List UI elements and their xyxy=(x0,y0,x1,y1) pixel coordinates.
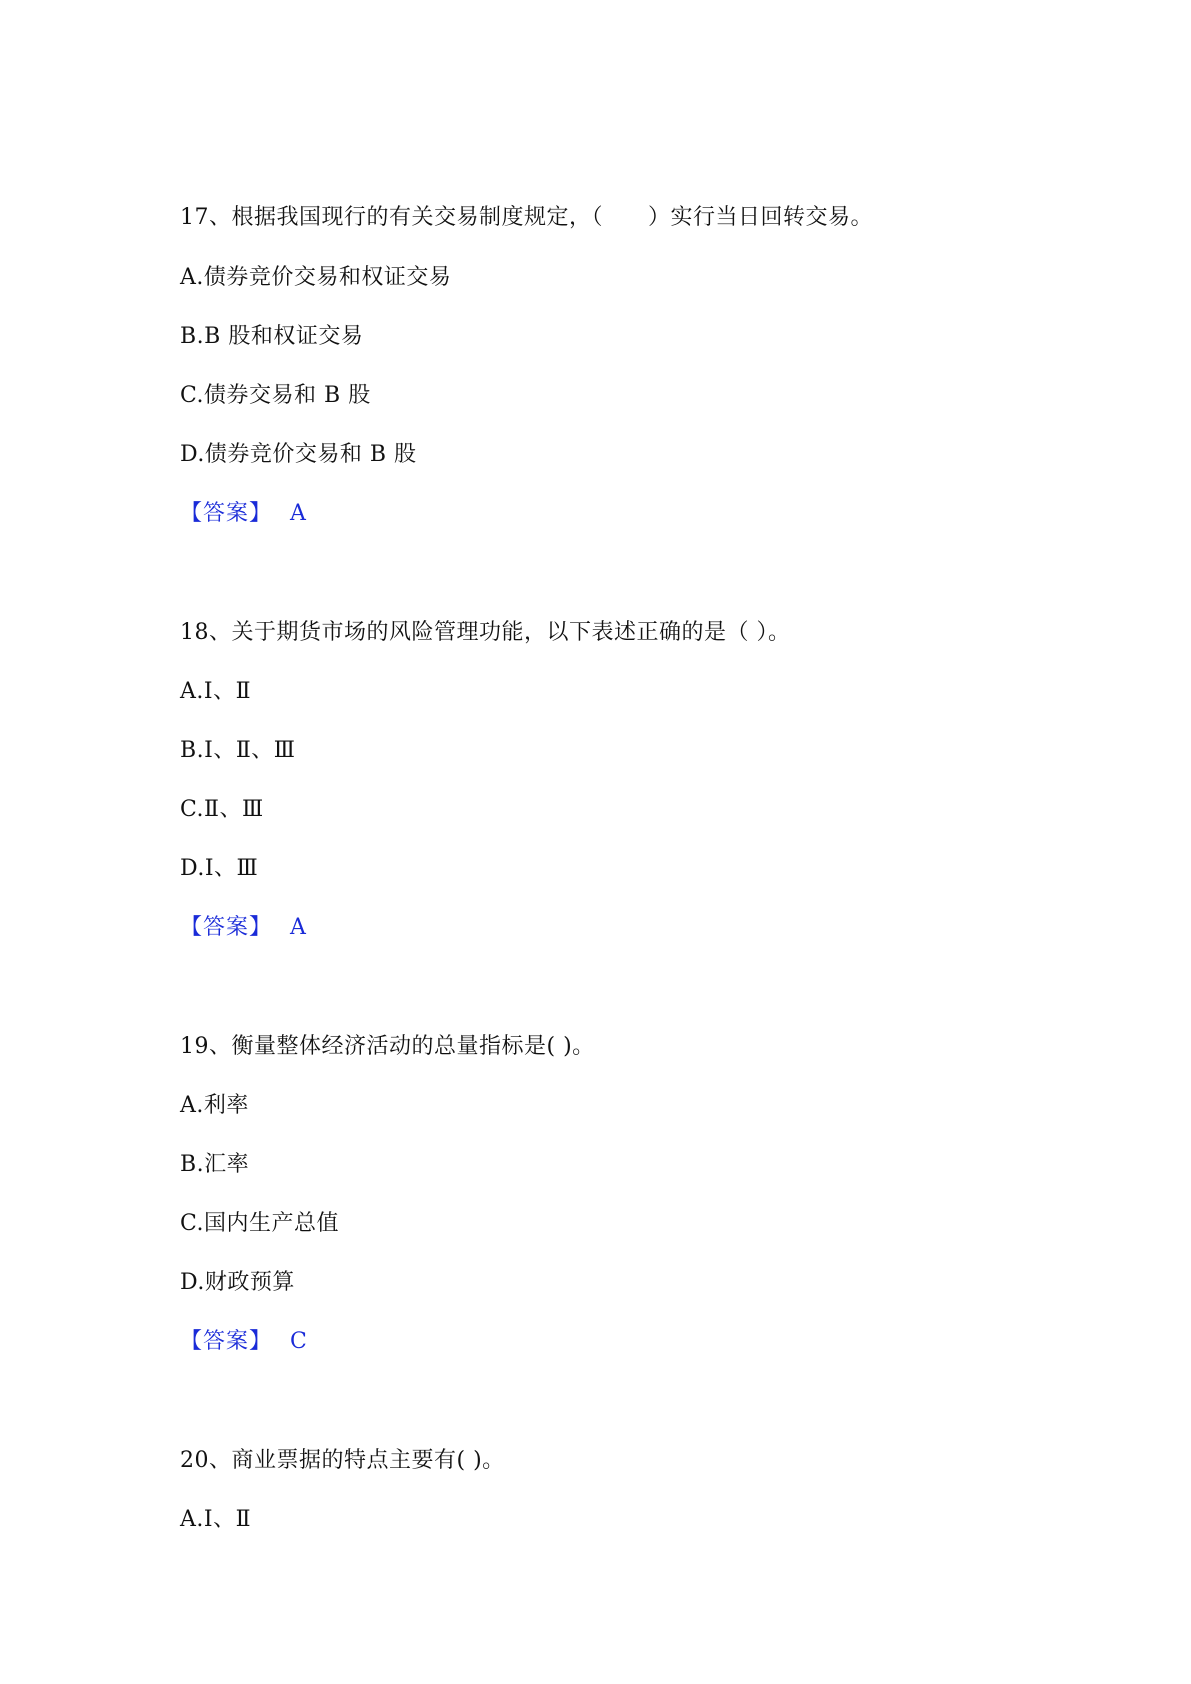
answer-value: A xyxy=(290,501,307,526)
answer-label: 【答案】 xyxy=(180,915,273,940)
question-20-stem: 20、商业票据的特点主要有( )。 xyxy=(180,1448,505,1473)
question-17-option-c: C.债券交易和 B 股 xyxy=(180,383,371,408)
question-17-option-a: A.债券竞价交易和权证交易 xyxy=(180,265,452,290)
question-20-option-a: A.Ⅰ、Ⅱ xyxy=(180,1507,252,1532)
question-19-stem: 19、衡量整体经济活动的总量指标是( )。 xyxy=(180,1034,595,1059)
question-17-option-b: B.B 股和权证交易 xyxy=(180,324,364,349)
question-17-answer xyxy=(180,499,306,529)
question-19-option-c: C.国内生产总值 xyxy=(180,1211,340,1236)
question-18-stem: 18、关于期货市场的风险管理功能，以下表述正确的是（ ）。 xyxy=(180,620,791,645)
question-17-option-d: D.债券竞价交易和 B 股 xyxy=(180,442,417,467)
question-19-option-b: B.汇率 xyxy=(180,1152,250,1177)
question-19-option-a: A.利率 xyxy=(180,1093,249,1118)
answer-value: A xyxy=(290,915,307,940)
question-19-answer xyxy=(180,1327,307,1357)
question-18-option-b: B.Ⅰ、Ⅱ、Ⅲ xyxy=(180,738,296,763)
question-18-option-a: A.Ⅰ、Ⅱ xyxy=(180,679,252,704)
question-18-option-c: C.Ⅱ、Ⅲ xyxy=(180,797,264,822)
answer-label: 【答案】 xyxy=(180,1329,273,1354)
answer-value: C xyxy=(290,1329,308,1354)
question-19-option-d: D.财政预算 xyxy=(180,1270,295,1295)
question-17-stem: 17、根据我国现行的有关交易制度规定，（ ）实行当日回转交易。 xyxy=(180,205,873,230)
question-18-answer xyxy=(180,913,306,943)
question-18-option-d: D.Ⅰ、Ⅲ xyxy=(180,856,259,881)
answer-label: 【答案】 xyxy=(180,501,273,526)
